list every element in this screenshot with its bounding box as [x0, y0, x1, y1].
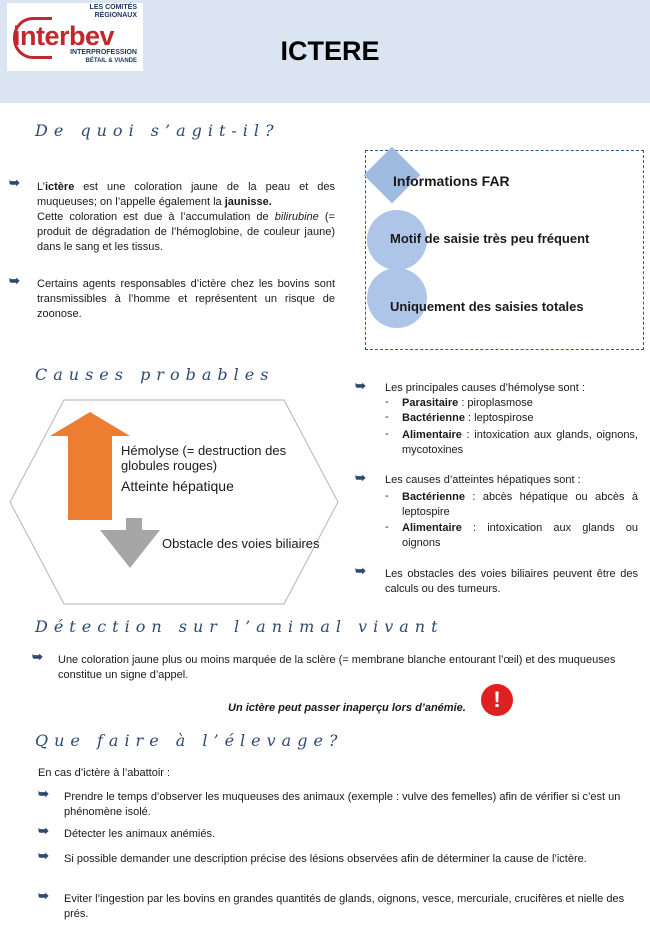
- diagram-atteinte: Atteinte hépatique: [121, 478, 234, 494]
- hemolyse-item-1: Parasitaire : piroplasmose: [402, 397, 533, 409]
- bullet-arrow-icon: ➥: [355, 378, 366, 393]
- exclamation-icon: !: [481, 684, 513, 716]
- interbev-logo: [7, 3, 143, 71]
- causes-diagram: [8, 398, 340, 606]
- logo-top-text: LES COMITÉS RÉGIONAUX: [89, 4, 137, 19]
- obstacle-paragraph: Les obstacles des voies biliaires peuvent être des calculs ou des tumeurs.: [385, 568, 638, 595]
- logo-line2: BÉTAIL & VIANDE: [85, 58, 137, 64]
- bullet-arrow-icon: ➥: [38, 786, 49, 801]
- elevage-item-4: Eviter l’ingestion par les bovins en grandes quantités de glands, oignons, vesce, mercuriale, crucifères et nielle des prés.: [64, 893, 625, 920]
- hemolyse-intro: Les principales causes d’hémolyse sont :: [385, 382, 585, 394]
- bullet-arrow-icon: ➥: [38, 848, 49, 863]
- hepat-intro: Les causes d’atteintes hépatiques sont :: [385, 474, 581, 486]
- far-item-2: Uniquement des saisies totales: [390, 299, 584, 314]
- bullet-arrow-icon: ➥: [38, 823, 49, 838]
- section-heading-elevage: Que faire à l’élevage?: [35, 731, 344, 750]
- zoonose-paragraph: Certains agents responsables d’ictère chez les bovins sont transmissibles à l’homme et représentent un risque de zoonose.: [37, 278, 335, 320]
- elevage-item-3: Si possible demander une description précise des lésions observées afin de déterminer la cause de l’ictère.: [64, 853, 587, 865]
- elevage-intro: En cas d’ictère à l’abattoir :: [38, 767, 171, 779]
- page-header: [0, 0, 650, 103]
- hemolyse-item-2: Bactérienne : leptospirose: [402, 412, 534, 424]
- far-item-1: Motif de saisie très peu fréquent: [390, 231, 590, 246]
- logo-line1: INTERPROFESSION: [70, 49, 137, 56]
- hemolyse-item-3: Alimentaire : intoxication aux glands, oignons, mycotoxines: [402, 429, 638, 456]
- diagram-obstacle: Obstacle des voies biliaires: [162, 536, 320, 551]
- up-arrow-shape: [50, 412, 130, 520]
- bullet-arrow-icon: ➥: [32, 649, 43, 664]
- bullet-arrow-icon: ➥: [355, 563, 366, 578]
- definition-paragraph: L’ictère est une coloration jaune de la peau et des muqueuses; on l’appelle également la jaunisse. Cette coloration est due à l’accumulation de bilirubine (= produit de dégradation de l’hémoglobine, de couleur jaune) dans le sang et les tissus.: [37, 181, 335, 253]
- elevage-item-1: Prendre le temps d’observer les muqueuses des animaux (exemple : vulve des femelles) afin de vérifier si c’est un phénomène isolé.: [64, 791, 621, 818]
- bullet-arrow-icon: ➥: [38, 888, 49, 903]
- anemia-note: Un ictère peut passer inaperçu lors d’anémie.: [228, 702, 466, 714]
- circle-shape: [367, 268, 427, 328]
- page-title: ICTERE: [280, 36, 380, 66]
- hepat-item-2: Alimentaire : intoxication aux glands ou oignons: [402, 522, 638, 549]
- detection-paragraph: Une coloration jaune plus ou moins marquée de la sclère (= membrane blanche entourant l’œil) et des muqueuses constitue un signe d’appel.: [58, 654, 616, 681]
- section-heading-causes: Causes probables: [35, 365, 275, 384]
- bullet-arrow-icon: ➥: [9, 175, 20, 190]
- section-heading-detection: Détection sur l’animal vivant: [35, 617, 444, 636]
- diagram-hemolyse: Hémolyse (= destruction des globules rouges): [121, 443, 287, 473]
- section-heading-definition: De quoi s’agit-il?: [35, 121, 280, 140]
- down-arrow-shape: [100, 518, 160, 568]
- far-title: Informations FAR: [393, 173, 510, 189]
- bullet-arrow-icon: ➥: [355, 470, 366, 485]
- logo-brand: interbev: [13, 21, 115, 51]
- hepat-item-1: Bactérienne : abcès hépatique ou abcès à leptospire: [402, 491, 638, 518]
- elevage-item-2: Détecter les animaux anémiés.: [64, 828, 216, 840]
- bullet-arrow-icon: ➥: [9, 273, 20, 288]
